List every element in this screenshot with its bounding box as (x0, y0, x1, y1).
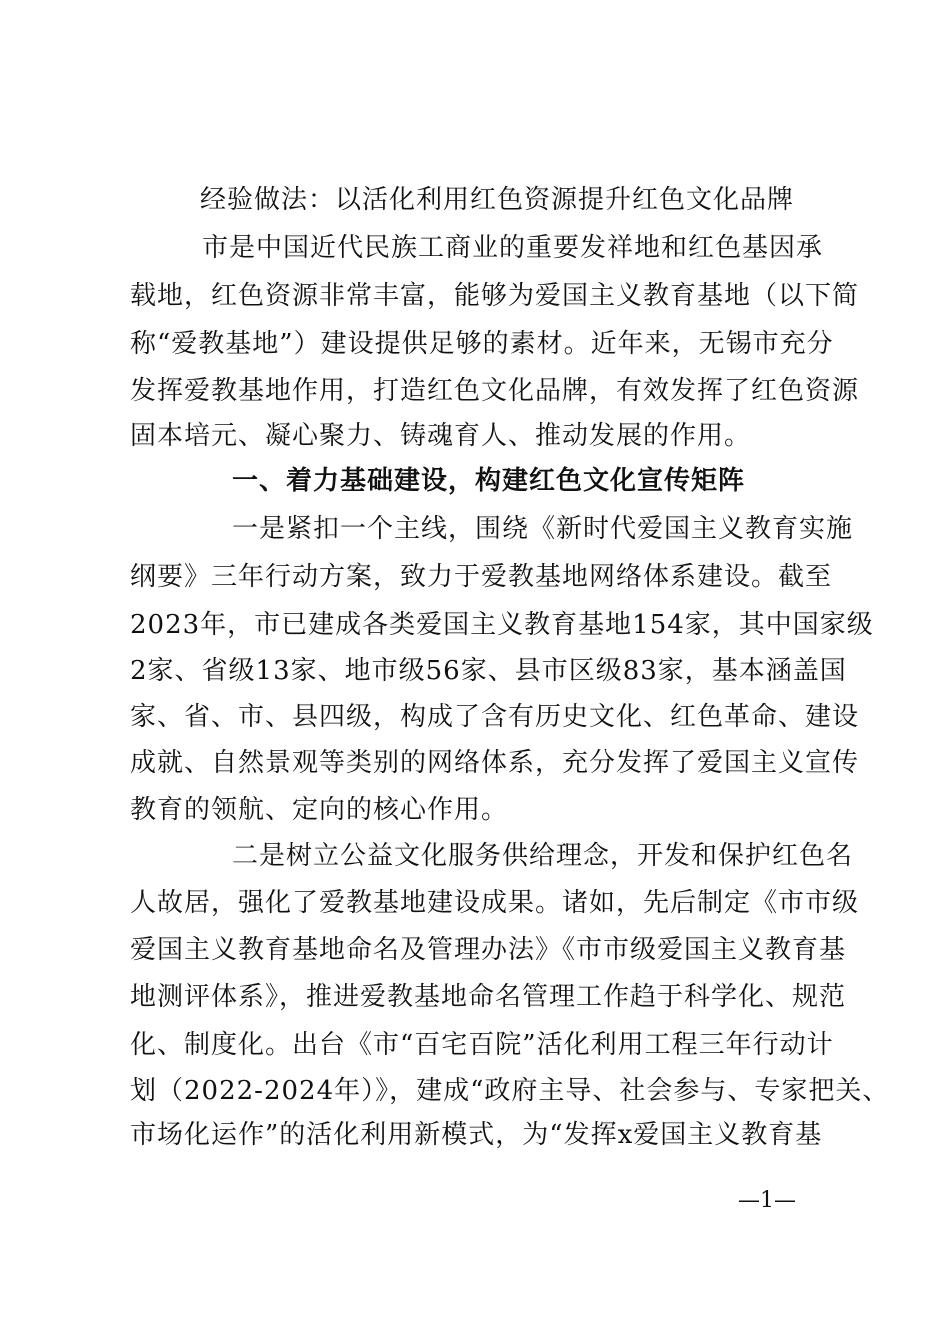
paragraph-line: 家、省、市、县四级，构成了含有历史文化、红色革命、建设 (130, 702, 860, 732)
paragraph-line: 一是紧扣一个主线，围绕《新时代爱国主义教育实施 (232, 514, 854, 544)
intro-line: 固本培元、凝心聚力、铸魂育人、推动发展的作用。 (130, 421, 752, 451)
paragraph-line: 市场化运作”的活化利用新模式，为“发挥x爱国主义教育基 (130, 1120, 823, 1150)
intro-line: 发挥爱教基地作用，打造红色文化品牌，有效发挥了红色资源 (130, 376, 860, 406)
paragraph-line: 人故居，强化了爱教基地建设成果。诸如，先后制定《市市级 (130, 888, 860, 918)
paragraph-line: 纲要》三年行动方案，致力于爱教基地网络体系建设。截至 (130, 562, 833, 592)
paragraph-line: 二是树立公益文化服务供给理念，开发和保护红色名 (232, 841, 854, 871)
paragraph-line: 地测评体系》，推进爱教基地命名管理工作趋于科学化、规范 (130, 982, 847, 1012)
paragraph-line: 成就、自然景观等类别的网络体系，充分发挥了爱国主义宣传 (130, 748, 860, 778)
intro-line: 称“爱教基地”）建设提供足够的素材。近年来，无锡市充分 (130, 329, 834, 359)
section-heading: 一、着力基础建设，构建红色文化宣传矩阵 (232, 466, 746, 496)
paragraph-line: 2023年，市已建成各类爱国主义教育基地154家，其中国家级 (130, 610, 874, 640)
intro-line: 载地，红色资源非常丰富，能够为爱国主义教育基地（以下简 (130, 281, 860, 311)
document-title: 经验做法：以活化利用红色资源提升红色文化品牌 (200, 185, 795, 215)
paragraph-line: 教育的领航、定向的核心作用。 (130, 795, 509, 825)
intro-line: 市是中国近代民族工商业的重要发祥地和红色基因承 (202, 233, 824, 263)
paragraph-line: 化、制度化。出台《市“百宅百院”活化利用工程三年行动计 (130, 1030, 834, 1060)
page-number: —1— (738, 1188, 796, 1213)
paragraph-line: 爱国主义教育基地命名及管理办法》《市市级爱国主义教育基 (130, 935, 847, 965)
paragraph-line: 划（2022-2024年）》，建成“政府主导、社会参与、专家把关、 (130, 1076, 890, 1106)
paragraph-line: 2家、省级13家、地市级56家、县市区级83家，基本涵盖国 (130, 656, 847, 686)
